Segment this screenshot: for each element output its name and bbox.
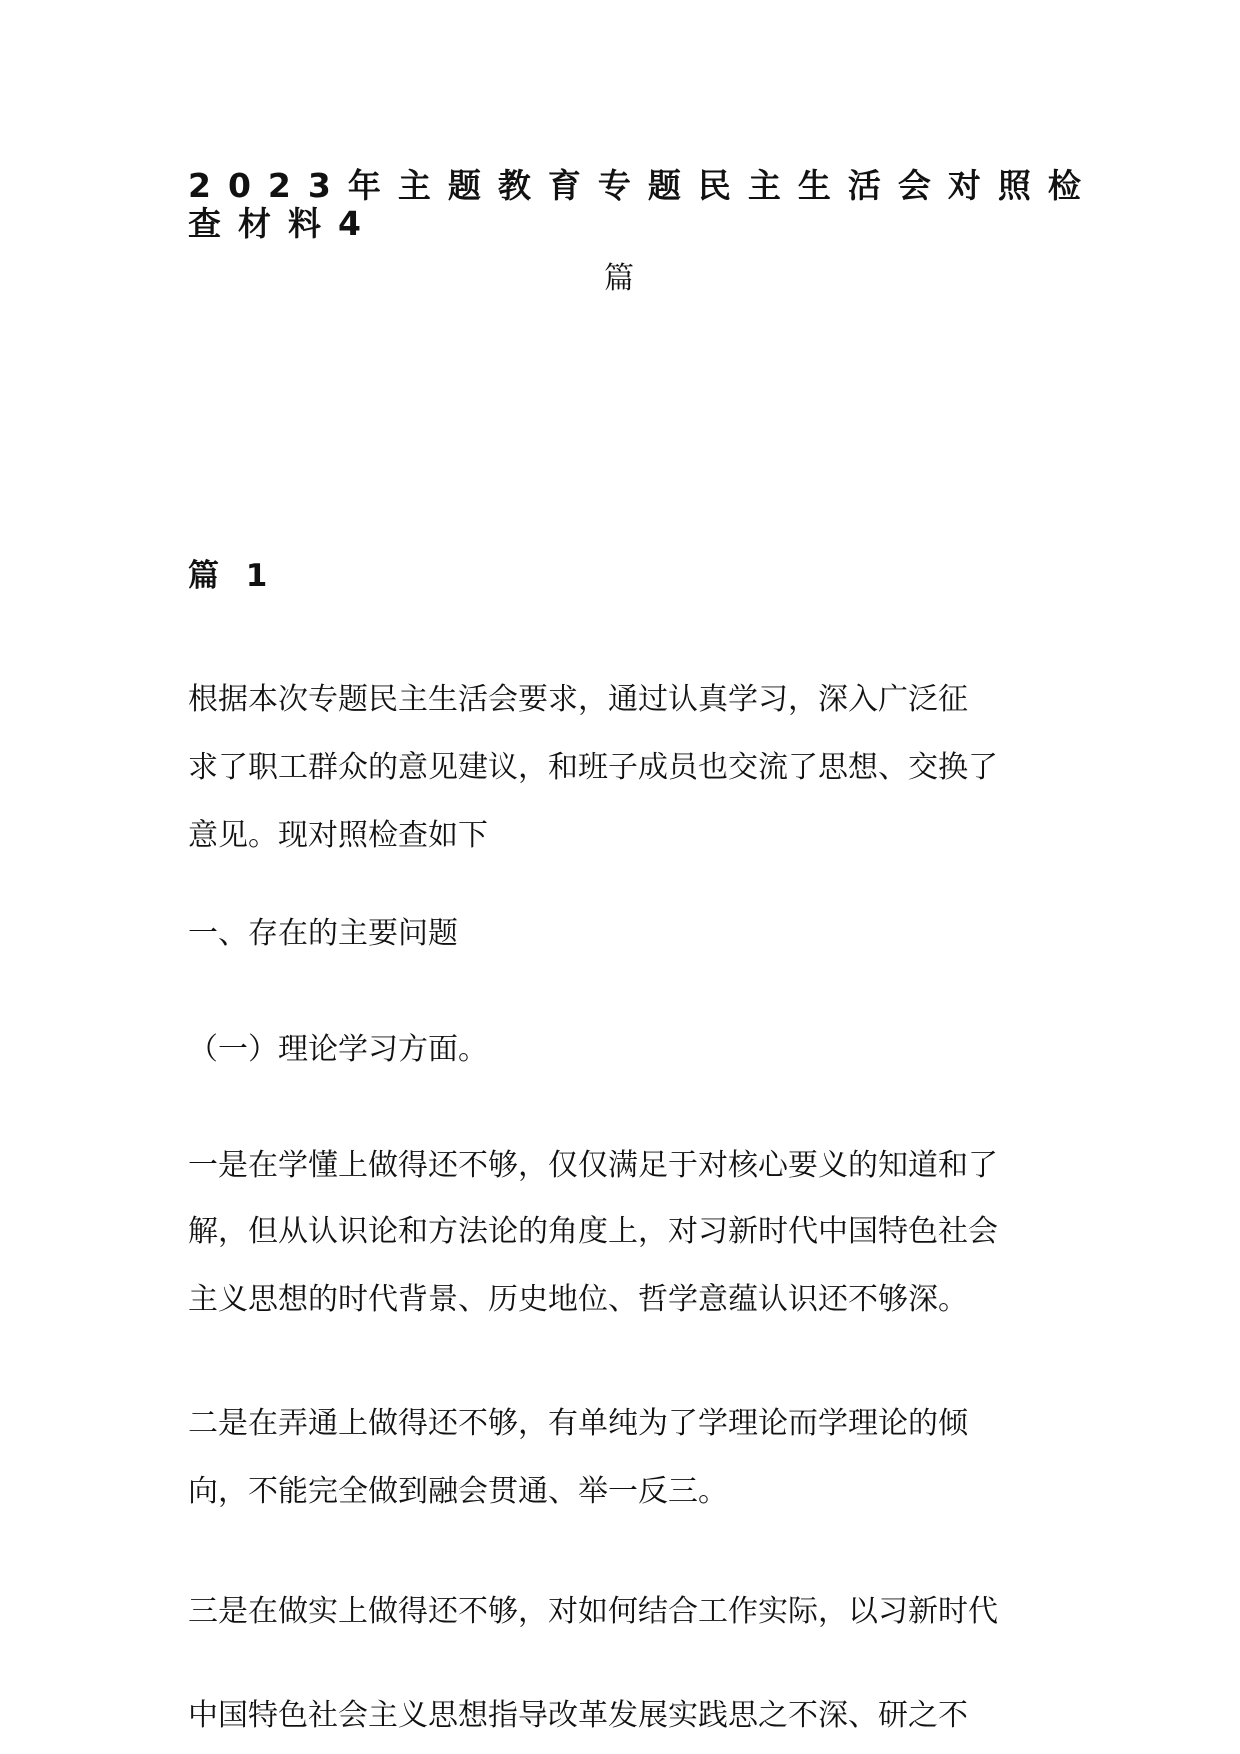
intro-line-2: 求了职工群众的意见建议，和班子成员也交流了思想、交换了 <box>188 750 998 785</box>
item1-line-2: 解，但从认识论和方法论的角度上，对习新时代中国特色社会 <box>188 1214 998 1249</box>
item2-line-2: 向，不能完全做到融会贯通、举一反三。 <box>188 1474 728 1509</box>
item1-line-3: 主义思想的时代背景、历史地位、哲学意蕴认识还不够深。 <box>188 1282 968 1317</box>
item3-line-2: 中国特色社会主义思想指导改革发展实践思之不深、研之不 <box>188 1698 968 1733</box>
item3-line-1: 三是在做实上做得还不够，对如何结合工作实际，以习新时代 <box>188 1594 998 1629</box>
document-title-tail: 篇 <box>604 261 634 296</box>
item1-line-1: 一是在学懂上做得还不够，仅仅满足于对核心要义的知道和了 <box>188 1148 998 1183</box>
section-heading: 篇 1 <box>188 558 276 594</box>
document-title-line-2: 查材料4 <box>188 204 378 243</box>
document-title-line-1: 2023年主题教育专题民主生活会对照检 <box>188 166 1098 205</box>
part1-heading: 一、存在的主要问题 <box>188 916 458 951</box>
sub1-heading: （一）理论学习方面。 <box>188 1032 488 1067</box>
intro-line-3: 意见。现对照检查如下 <box>188 818 488 853</box>
item2-line-1: 二是在弄通上做得还不够，有单纯为了学理论而学理论的倾 <box>188 1406 968 1441</box>
intro-line-1: 根据本次专题民主生活会要求，通过认真学习，深入广泛征 <box>188 682 968 717</box>
